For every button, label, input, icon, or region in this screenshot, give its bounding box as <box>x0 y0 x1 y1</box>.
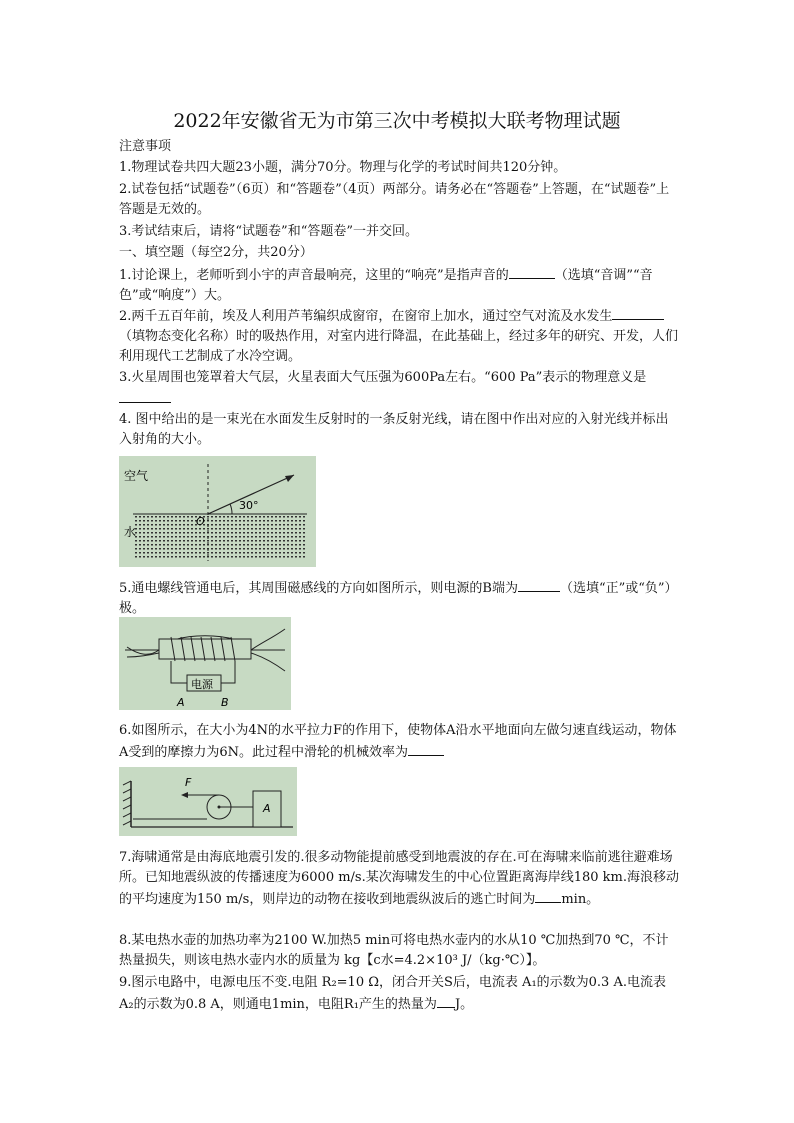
question-6 <box>119 721 679 763</box>
note-3: 3.考试结束后，请将“试题卷”和“答题卷”一并交回。 <box>119 224 418 239</box>
question-1 <box>119 264 679 306</box>
note-1: 1.物理试卷共四大题23小题，满分70分。物理与化学的考试时间共120分钟。 <box>119 160 567 175</box>
power-source-label: 电源 <box>191 678 213 691</box>
terminal-b-label: B <box>221 696 229 709</box>
question-4-text: 4. 图中给出的是一束光在水面发生反射时的一条反射光线，请在图中作出对应的入射光线并标出入射角的大小。 <box>119 412 669 447</box>
wire-a <box>171 661 187 683</box>
section-heading: 一、填空题（每空2分，共20分） <box>119 245 313 260</box>
water-label: 水 <box>124 525 137 539</box>
solenoid-figure <box>119 617 291 710</box>
page-title: 2022年安徽省无为市第三次中考模拟大联考物理试题 <box>173 110 621 132</box>
arrow-head-icon <box>181 792 188 798</box>
question-2-text: 2.两千五百年前，埃及人利用芦苇编织成窗帘，在窗帘上加水，通过空气对流及水发生 <box>119 309 613 324</box>
question-7-text: 7.海啸通常是由海底地震引发的.很多动物能提前感受到地震波的存在.可在海啸来临前逃往避难场所。已知地震纵波的传播速度为6000 m/s.某次海啸发生的中心位置距离海岸线180 km.海浪移动的平均速度为150 m/s，则岸边的动物在接收到地震纵波后的逃亡时间为 <box>119 850 680 907</box>
question-3-text: 3.火星周围也笼罩着大气层，火星表面大气压强为600Pa左右。“600 Pa”表示的物理意义是 <box>119 370 647 385</box>
field-line <box>251 653 285 671</box>
answer-blank[interactable] <box>518 577 560 592</box>
air-label: 空气 <box>124 469 149 483</box>
block-label: A <box>263 802 271 815</box>
question-5 <box>119 577 679 619</box>
field-line <box>127 647 159 654</box>
question-9-text: 9.图示电路中，电源电压不变.电阻 R₂=10 Ω，闭合开关S后，电流表 A₁的示数为0.3 A.电流表 A₂的示数为0.8 A，则通电1min，电阻R₁产生的热量为 <box>119 975 666 1012</box>
question-4 <box>119 410 679 450</box>
wire-b <box>221 661 235 683</box>
field-line <box>251 629 285 650</box>
question-2-tail: （填物态变化名称）时的吸热作用，对室内进行降温，在此基础上，经过多年的研究、开发，人们利用现代工艺制成了水冷空调。 <box>119 329 679 364</box>
question-1-text: 1.讨论课上，老师听到小宇的声音最响亮，这里的“响亮”是指声音的 <box>119 268 509 283</box>
terminal-a-label: A <box>177 696 185 709</box>
wall-hatch <box>123 781 131 825</box>
note-2: 2.试卷包括“试题卷”（6页）和“答题卷”（4页）两部分。请务必在“答题卷”上答题，在“试题卷”上答题是无效的。 <box>119 182 670 217</box>
question-8-text: 8.某电热水壶的加热功率为2100 W.加热5 min可将电热水壶内的水从10 ℃加热到70 ℃，不计热量损失，则该电热水壶内水的质量为 kg【c水=4.2×10³ J/（kg·℃）】。 <box>119 933 669 968</box>
angle-arc <box>230 504 232 514</box>
point-label: O <box>196 515 205 528</box>
arrow-head-icon <box>285 475 294 482</box>
question-7 <box>119 848 679 910</box>
question-5-tail: （选填“正”或“负”）极。 <box>119 581 678 616</box>
question-6-text: 6.如图所示，在大小为4N的水平拉力F的作用下，使物体A沿水平地面向左做匀速直线运动，物体A受到的摩擦力为6N。此过程中滑轮的机械效率为 <box>119 723 677 760</box>
answer-blank[interactable] <box>612 305 664 320</box>
answer-blank[interactable] <box>119 388 171 403</box>
question-9 <box>119 973 679 1015</box>
water-region <box>133 516 307 560</box>
question-8 <box>119 931 679 971</box>
question-7-tail: min。 <box>561 892 600 907</box>
question-9-tail: J。 <box>454 997 474 1012</box>
force-label: F <box>185 776 192 789</box>
question-1-tail: （选填“音调”“音色”或“响度”）大。 <box>119 268 653 303</box>
angle-label: 30° <box>239 499 259 512</box>
answer-blank[interactable] <box>509 264 555 279</box>
answer-blank[interactable] <box>535 888 561 903</box>
answer-blank[interactable] <box>408 741 444 756</box>
pulley-figure <box>119 767 297 836</box>
question-2 <box>119 305 679 367</box>
question-5-text: 5.通电螺线管通电后，其周围磁感线的方向如图所示，则电源的B端为 <box>119 581 518 596</box>
question-3 <box>119 368 679 410</box>
answer-blank[interactable] <box>437 993 455 1008</box>
notes-heading: 注意事项 <box>119 139 172 154</box>
reflection-figure <box>119 456 316 567</box>
